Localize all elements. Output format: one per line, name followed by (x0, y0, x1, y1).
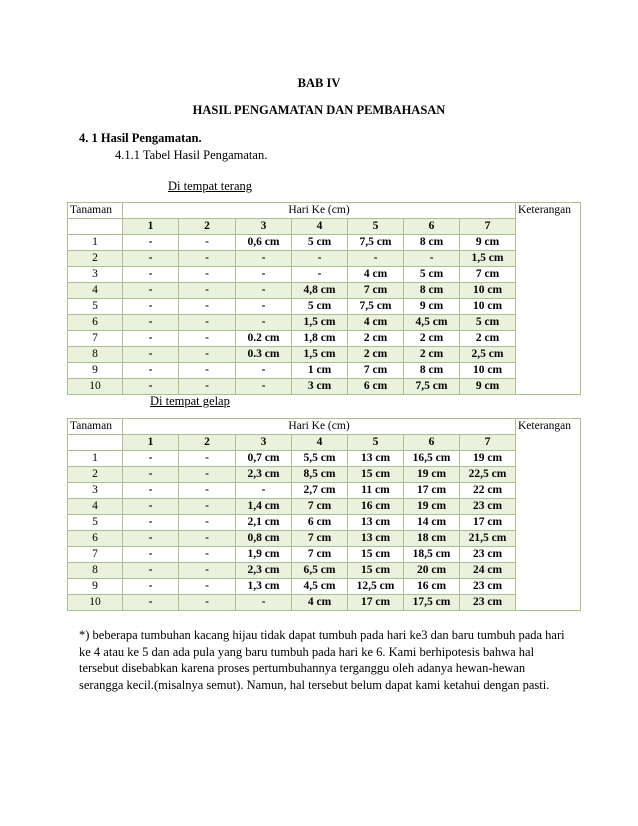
table-row (68, 347, 581, 363)
height-cell: - (123, 283, 179, 299)
header-blank (68, 435, 123, 451)
height-cell: 15 cm (348, 467, 404, 483)
height-cell: 16 cm (404, 579, 460, 595)
height-cell: - (236, 363, 292, 379)
height-cell: - (123, 363, 179, 379)
height-cell: - (179, 595, 236, 611)
height-cell: 4,8 cm (292, 283, 348, 299)
header-hari: Hari Ke (cm) (123, 203, 516, 219)
height-cell: 8,5 cm (292, 467, 348, 483)
height-cell: 1,5 cm (460, 251, 516, 267)
height-cell: 1,5 cm (292, 347, 348, 363)
height-cell: 2,5 cm (460, 347, 516, 363)
height-cell: - (123, 315, 179, 331)
table-row (68, 235, 581, 251)
height-cell: 7,5 cm (348, 299, 404, 315)
day-header: 7 (460, 435, 516, 451)
height-cell: 7 cm (292, 499, 348, 515)
height-cell: - (123, 467, 179, 483)
height-cell: - (179, 563, 236, 579)
height-cell: 1,5 cm (292, 315, 348, 331)
height-cell: 20 cm (404, 563, 460, 579)
height-cell: 8 cm (404, 363, 460, 379)
height-cell: 15 cm (348, 563, 404, 579)
height-cell: 23 cm (460, 499, 516, 515)
height-cell: 7,5 cm (348, 235, 404, 251)
height-cell: - (179, 579, 236, 595)
height-cell: - (123, 347, 179, 363)
plant-number: 1 (68, 451, 123, 467)
height-cell: - (179, 451, 236, 467)
plant-number: 9 (68, 579, 123, 595)
table-row (68, 267, 581, 283)
table-row (68, 451, 581, 467)
height-cell: - (123, 515, 179, 531)
height-cell: - (123, 499, 179, 515)
height-cell: 18 cm (404, 531, 460, 547)
day-header: 6 (404, 435, 460, 451)
height-cell: 3 cm (292, 379, 348, 395)
height-cell: - (179, 283, 236, 299)
height-cell: 12,5 cm (348, 579, 404, 595)
day-header: 1 (123, 435, 179, 451)
header-keterangan: Keterangan (516, 419, 581, 611)
table-row (68, 531, 581, 547)
height-cell: 23 cm (460, 595, 516, 611)
height-cell: 16,5 cm (404, 451, 460, 467)
height-cell: 1 cm (292, 363, 348, 379)
height-cell: 13 cm (348, 515, 404, 531)
plant-number: 5 (68, 515, 123, 531)
footnote-line: ke 4 atau ke 5 dan ada pula yang baru tumbuh pada hari ke 6. Kami berhipotesis bahwa hal (79, 644, 535, 659)
height-cell: 0,8 cm (236, 531, 292, 547)
plant-number: 3 (68, 483, 123, 499)
plant-number: 8 (68, 347, 123, 363)
table-row (68, 483, 581, 499)
plant-number: 4 (68, 283, 123, 299)
height-cell: - (236, 299, 292, 315)
plant-number: 10 (68, 595, 123, 611)
height-cell: 7 cm (348, 283, 404, 299)
plant-number: 6 (68, 531, 123, 547)
height-cell: 2,7 cm (292, 483, 348, 499)
header-tanaman: Tanaman (68, 203, 123, 219)
height-cell: - (404, 251, 460, 267)
height-cell: 4 cm (348, 267, 404, 283)
height-cell: 15 cm (348, 547, 404, 563)
height-cell: - (179, 235, 236, 251)
day-header: 7 (460, 219, 516, 235)
height-cell: 9 cm (460, 235, 516, 251)
height-cell: 7 cm (460, 267, 516, 283)
height-cell: 16 cm (348, 499, 404, 515)
table-caption-gelap: Di tempat gelap (150, 394, 230, 408)
height-cell: 2 cm (348, 331, 404, 347)
section-heading: 4. 1 Hasil Pengamatan. (79, 131, 202, 145)
table-caption-terang: Di tempat terang (168, 179, 252, 193)
chapter-heading: HASIL PENGAMATAN DAN PEMBAHASAN (192, 103, 446, 117)
height-cell: - (236, 283, 292, 299)
table-row (68, 579, 581, 595)
height-cell: 10 cm (460, 299, 516, 315)
table-terang (67, 202, 581, 395)
height-cell: 22,5 cm (460, 467, 516, 483)
height-cell: 6 cm (348, 379, 404, 395)
day-header: 4 (292, 219, 348, 235)
plant-number: 2 (68, 251, 123, 267)
height-cell: - (236, 483, 292, 499)
height-cell: - (348, 251, 404, 267)
height-cell: 17 cm (404, 483, 460, 499)
table-row (68, 363, 581, 379)
height-cell: 6 cm (292, 515, 348, 531)
table-row (68, 547, 581, 563)
plant-number: 6 (68, 315, 123, 331)
height-cell: - (179, 379, 236, 395)
plant-number: 5 (68, 299, 123, 315)
plant-number: 3 (68, 267, 123, 283)
height-cell: 19 cm (460, 451, 516, 467)
plant-number: 1 (68, 235, 123, 251)
height-cell: 4,5 cm (292, 579, 348, 595)
day-header: 4 (292, 435, 348, 451)
height-cell: - (179, 467, 236, 483)
height-cell: 0,7 cm (236, 451, 292, 467)
height-cell: - (123, 251, 179, 267)
height-cell: 7,5 cm (404, 379, 460, 395)
height-cell: 23 cm (460, 547, 516, 563)
footnote-line: tersebut disebabkan karena proses pertumbuhannya terganggu oleh adanya hewan-hewan (79, 661, 526, 675)
height-cell: - (179, 483, 236, 499)
height-cell: 4,5 cm (404, 315, 460, 331)
footnote (79, 627, 579, 693)
height-cell: 9 cm (404, 299, 460, 315)
height-cell: 2,3 cm (236, 467, 292, 483)
plant-number: 2 (68, 467, 123, 483)
height-cell: - (123, 483, 179, 499)
height-cell: 5 cm (404, 267, 460, 283)
height-cell: 18,5 cm (404, 547, 460, 563)
header-tanaman: Tanaman (68, 419, 123, 435)
height-cell: 7 cm (292, 547, 348, 563)
height-cell: 8 cm (404, 235, 460, 251)
subsection-heading: 4.1.1 Tabel Hasil Pengamatan. (115, 148, 268, 162)
height-cell: 0.2 cm (236, 331, 292, 347)
height-cell: 8 cm (404, 283, 460, 299)
height-cell: 13 cm (348, 451, 404, 467)
height-cell: - (179, 299, 236, 315)
table-row (68, 515, 581, 531)
chapter-title: BAB IV (297, 76, 341, 90)
height-cell: - (179, 331, 236, 347)
table-row (68, 251, 581, 267)
header-keterangan: Keterangan (516, 203, 581, 395)
height-cell: - (292, 251, 348, 267)
plant-number: 7 (68, 547, 123, 563)
day-header: 2 (179, 435, 236, 451)
height-cell: 19 cm (404, 499, 460, 515)
height-cell: - (123, 595, 179, 611)
height-cell: - (179, 315, 236, 331)
height-cell: - (123, 299, 179, 315)
height-cell: 9 cm (460, 379, 516, 395)
height-cell: 14 cm (404, 515, 460, 531)
plant-number: 8 (68, 563, 123, 579)
table-days-row (68, 219, 581, 235)
height-cell: 2 cm (348, 347, 404, 363)
height-cell: - (179, 531, 236, 547)
footnote-line: *) beberapa tumbuhan kacang hijau tidak dapat tumbuh pada hari ke3 dan baru tumbuh pada hari (79, 628, 565, 642)
plant-number: 4 (68, 499, 123, 515)
height-cell: 1,3 cm (236, 579, 292, 595)
height-cell: 7 cm (292, 531, 348, 547)
table-days-row (68, 435, 581, 451)
day-header: 3 (236, 435, 292, 451)
plant-number: 9 (68, 363, 123, 379)
height-cell: 5,5 cm (292, 451, 348, 467)
height-cell: 0,6 cm (236, 235, 292, 251)
height-cell: - (236, 315, 292, 331)
height-cell: 2 cm (404, 347, 460, 363)
height-cell: 10 cm (460, 283, 516, 299)
height-cell: - (179, 547, 236, 563)
table-row (68, 379, 581, 395)
height-cell: 2,3 cm (236, 563, 292, 579)
footnote-line: serangga kecil.(misalnya semut). Namun, hal tersebut belum dapat kami ketahui dengan pasti. (79, 677, 550, 692)
table-row (68, 331, 581, 347)
day-header: 5 (348, 219, 404, 235)
day-header: 2 (179, 219, 236, 235)
height-cell: - (179, 347, 236, 363)
height-cell: 17 cm (348, 595, 404, 611)
height-cell: - (123, 547, 179, 563)
height-cell: - (236, 267, 292, 283)
table-row (68, 283, 581, 299)
height-cell: - (179, 515, 236, 531)
height-cell: 22 cm (460, 483, 516, 499)
height-cell: 0.3 cm (236, 347, 292, 363)
height-cell: 5 cm (292, 235, 348, 251)
height-cell: - (179, 251, 236, 267)
height-cell: - (236, 379, 292, 395)
table-row (68, 563, 581, 579)
height-cell: 1,9 cm (236, 547, 292, 563)
height-cell: 23 cm (460, 579, 516, 595)
height-cell: - (179, 267, 236, 283)
height-cell: - (179, 499, 236, 515)
height-cell: - (123, 267, 179, 283)
height-cell: - (123, 331, 179, 347)
table-row (68, 299, 581, 315)
height-cell: - (179, 363, 236, 379)
day-header: 3 (236, 219, 292, 235)
height-cell: 19 cm (404, 467, 460, 483)
height-cell: 7 cm (348, 363, 404, 379)
height-cell: - (123, 451, 179, 467)
height-cell: - (123, 579, 179, 595)
plant-number: 7 (68, 331, 123, 347)
height-cell: 10 cm (460, 363, 516, 379)
table-gelap (67, 418, 581, 611)
height-cell: 4 cm (292, 595, 348, 611)
height-cell: 6,5 cm (292, 563, 348, 579)
day-header: 1 (123, 219, 179, 235)
height-cell: - (292, 267, 348, 283)
height-cell: 1,4 cm (236, 499, 292, 515)
table-header-row (68, 203, 581, 219)
table-row (68, 467, 581, 483)
header-blank (68, 219, 123, 235)
height-cell: - (236, 251, 292, 267)
height-cell: 4 cm (348, 315, 404, 331)
height-cell: 17,5 cm (404, 595, 460, 611)
height-cell: 11 cm (348, 483, 404, 499)
table-row (68, 595, 581, 611)
height-cell: 24 cm (460, 563, 516, 579)
height-cell: 2 cm (460, 331, 516, 347)
height-cell: 17 cm (460, 515, 516, 531)
height-cell: - (123, 379, 179, 395)
height-cell: 2 cm (404, 331, 460, 347)
day-header: 5 (348, 435, 404, 451)
table-header-row (68, 419, 581, 435)
day-header: 6 (404, 219, 460, 235)
height-cell: - (123, 235, 179, 251)
height-cell: 5 cm (292, 299, 348, 315)
height-cell: 5 cm (460, 315, 516, 331)
height-cell: - (123, 563, 179, 579)
table-row (68, 499, 581, 515)
height-cell: - (123, 531, 179, 547)
plant-number: 10 (68, 379, 123, 395)
height-cell: 2,1 cm (236, 515, 292, 531)
header-hari: Hari Ke (cm) (123, 419, 516, 435)
height-cell: 13 cm (348, 531, 404, 547)
height-cell: 1,8 cm (292, 331, 348, 347)
height-cell: - (236, 595, 292, 611)
height-cell: 21,5 cm (460, 531, 516, 547)
table-row (68, 315, 581, 331)
